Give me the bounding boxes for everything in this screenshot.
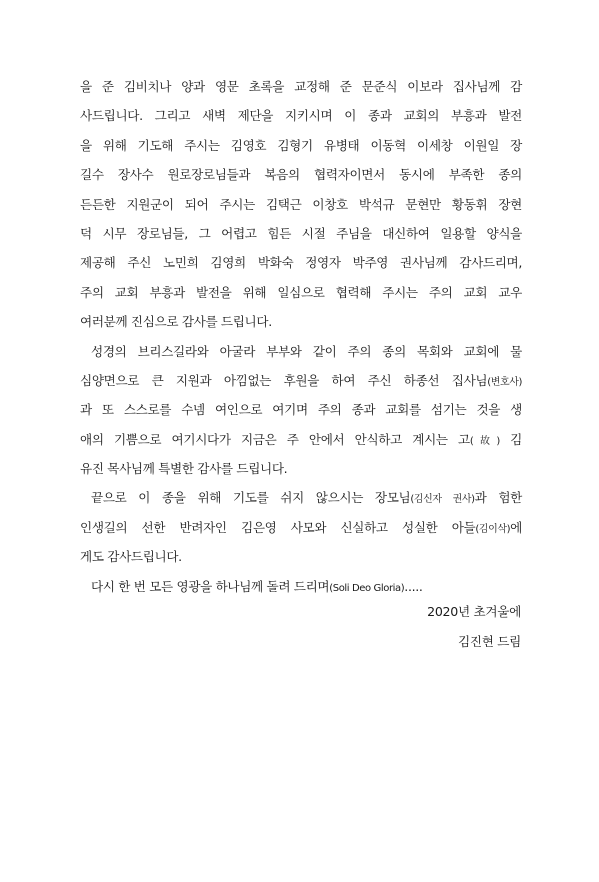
text-line: 주의 교회 부흥과 발전을 위해 일심으로 협력해 주시는 주의 교회 교우 bbox=[80, 284, 522, 300]
signature-date: 2020년 초겨울에 bbox=[427, 604, 521, 619]
text-segment: 끝으로 이 종을 위해 기도를 쉬지 않으시는 장모님 bbox=[91, 490, 411, 506]
text-segment: 다시 한 번 모든 영광을 하나님께 돌려 드리며 bbox=[91, 578, 330, 594]
text-segment: 심양면으로 큰 지원과 아낌없는 후원을 하여 주신 하종선 집사님 bbox=[80, 372, 488, 388]
annotation-text: (변호사) bbox=[487, 376, 522, 388]
text-line: 든든한 지원군이 되어 주시는 김택근 이창호 박석규 문현만 황동휘 장현 bbox=[80, 196, 522, 212]
annotation-text: (김이삭) bbox=[475, 523, 511, 535]
text-segment: 과 험한 bbox=[474, 490, 522, 506]
annotation-text: (故) bbox=[469, 435, 500, 447]
text-line bbox=[80, 513, 522, 542]
text-line: 성경의 브리스길라와 아굴라 부부와 같이 주의 종의 목회와 교회에 물 bbox=[91, 343, 522, 359]
text-line: 덕 시무 장로님들, 그 어렵고 힘든 시절 주님을 대신하여 일용할 양식을 bbox=[80, 225, 522, 241]
text-line: 길수 장사수 원로장로님들과 복음의 협력자이면서 동시에 부족한 종의 bbox=[80, 167, 522, 183]
text-line bbox=[80, 425, 522, 454]
text-line bbox=[80, 572, 522, 601]
text-line: 을 위해 기도해 주시는 김영호 김형기 유병태 이동혁 이세창 이원일 장 bbox=[80, 137, 522, 153]
text-line: 제공해 주신 노민희 김영희 박화숙 정영자 박주영 권사님께 감사드리며, bbox=[80, 255, 522, 271]
annotation-text: (Soli Deo Gloria) bbox=[329, 582, 405, 594]
text-line: 과 또 스스로를 수넴 여인으로 여기며 주의 종과 교회를 섬기는 것을 생 bbox=[80, 402, 522, 418]
text-line: 게도 감사드립니다. bbox=[80, 549, 182, 565]
text-segment: 에 bbox=[510, 519, 522, 535]
text-line bbox=[80, 483, 522, 512]
text-line: 사드립니다. 그리고 새벽 제단을 지키시며 이 종과 교회의 부흥과 발전 bbox=[80, 108, 522, 124]
text-segment: 김 bbox=[499, 431, 522, 447]
text-line: 여러분께 진심으로 감사를 드립니다. bbox=[80, 314, 272, 330]
text-segment: ..... bbox=[404, 578, 423, 594]
text-segment: 인생길의 선한 반려자인 김은영 사모와 신실하고 성실한 아들 bbox=[80, 519, 476, 535]
text-segment: 애의 기쁨으로 여기시다가 지금은 주 안에서 안식하고 계시는 고 bbox=[80, 431, 470, 447]
text-line: 을 준 김비치나 양과 영문 초록을 교정해 준 문준식 이보라 집사님께 감 bbox=[80, 79, 522, 94]
annotation-text: (김신자 권사) bbox=[410, 494, 475, 506]
text-line bbox=[80, 366, 522, 395]
text-line: 유진 목사님께 특별한 감사를 드립니다. bbox=[80, 461, 288, 477]
signature-name: 김진현 드림 bbox=[457, 634, 521, 649]
acknowledgment-body bbox=[80, 72, 522, 601]
